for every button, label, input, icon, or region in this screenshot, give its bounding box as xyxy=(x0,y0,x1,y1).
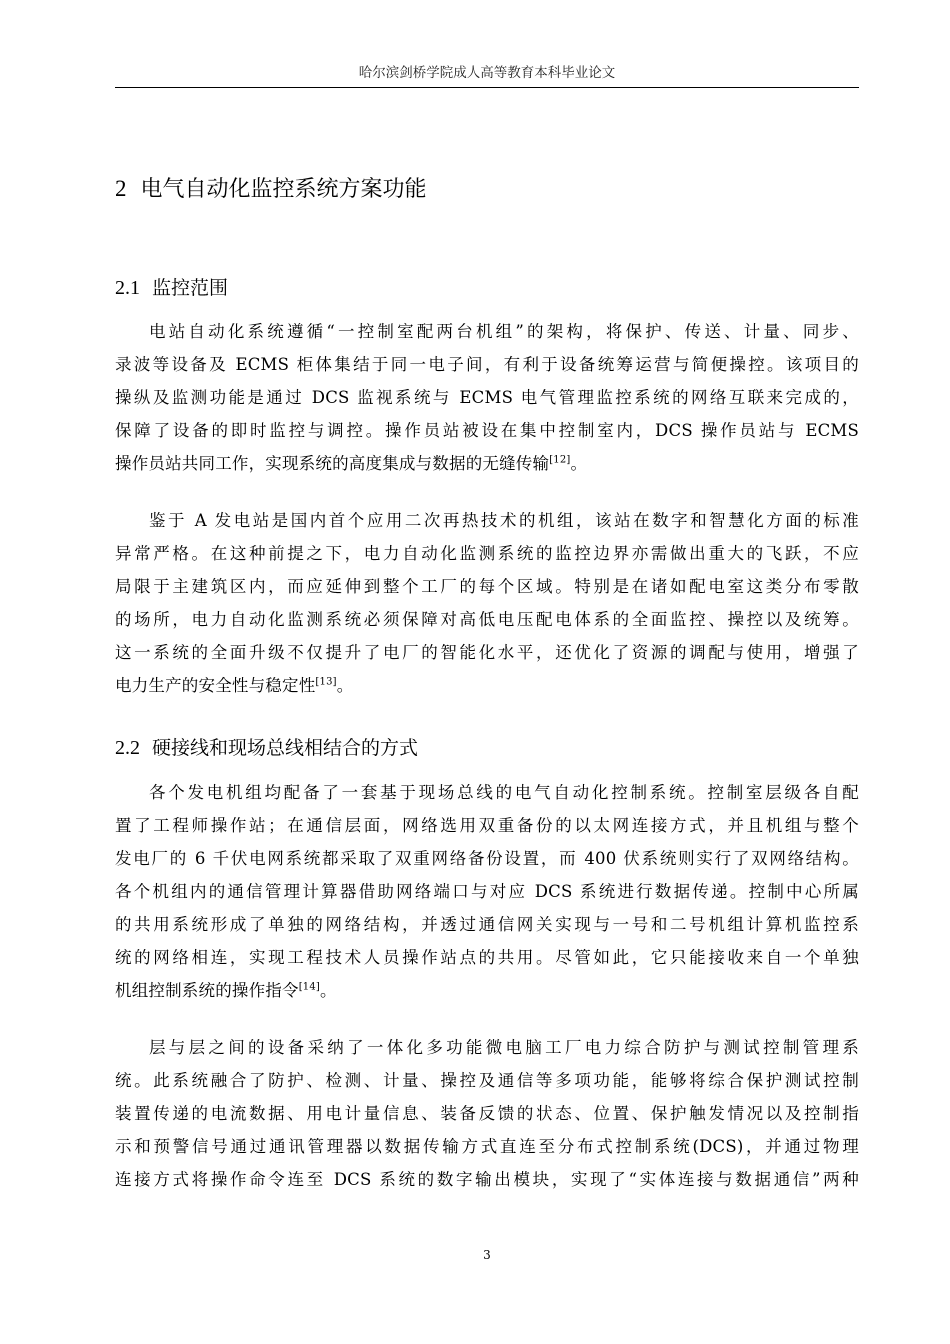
paragraph-line: 统。此系统融合了防护、检测、计量、操控及通信等多项功能，能够将综合保护测试控制 xyxy=(115,1071,859,1090)
sentence-end: 。 xyxy=(336,676,354,695)
paragraph-line: 的共用系统形成了单独的网络结构，并透过通信网关实现与一号和二号机组计算机监控系 xyxy=(115,915,859,934)
chapter-title-text: 电气自动化监控系统方案功能 xyxy=(140,177,427,202)
paragraph-line: 异常严格。在这种前提之下，电力自动化监测系统的监控边界亦需做出重大的飞跃，不应 xyxy=(115,544,859,563)
paragraph xyxy=(115,776,859,1007)
citation: [12] xyxy=(549,454,571,466)
paragraph-line-text: 机组控制系统的操作指令 xyxy=(115,981,299,1000)
paragraph-line-last xyxy=(115,974,859,1007)
paragraph-line: 各个机组内的通信管理计算器借助网络端口与对应 DCS 系统进行数据传递。控制中心所属 xyxy=(115,882,859,901)
paragraph-line: 保障了设备的即时监控与调控。操作员站被设在集中控制室内，DCS 操作员站与 ECMS xyxy=(115,421,859,440)
citation: [13] xyxy=(315,676,337,688)
header-rule xyxy=(115,87,859,88)
paragraph-line-text: 操作员站共同工作，实现系统的高度集成与数据的无缝传输 xyxy=(115,454,550,473)
paragraph-line: 局限于主建筑区内，而应延伸到整个工厂的每个区域。特别是在诸如配电室这类分布零散 xyxy=(115,577,859,596)
paragraph-line: 装置传递的电流数据、用电计量信息、装备反馈的状态、位置、保护触发情况以及控制指 xyxy=(115,1104,859,1123)
paragraph xyxy=(115,1031,859,1196)
paragraph-line: 层与层之间的设备采纳了一体化多功能微电脑工厂电力综合防护与测试控制管理系 xyxy=(149,1038,859,1057)
section-title-text: 硬接线和现场总线相结合的方式 xyxy=(152,737,419,759)
paragraph xyxy=(115,315,859,480)
citation: [14] xyxy=(298,981,321,993)
sentence-end: 。 xyxy=(570,454,588,473)
paragraph-line: 连接方式将操作命令连至 DCS 系统的数字输出模块，实现了“实体连接与数据通信”两种 xyxy=(115,1170,859,1189)
paragraph-line: 电站自动化系统遵循“一控制室配两台机组”的架构，将保护、传送、计量、同步、 xyxy=(149,322,859,341)
paragraph-line-text: 电力生产的安全性与稳定性 xyxy=(115,676,316,695)
paragraph-line: 操纵及监测功能是通过 DCS 监视系统与 ECMS 电气管理监控系统的网络互联来完成的， xyxy=(115,388,859,407)
running-header: 哈尔滨剑桥学院成人高等教育本科毕业论文 xyxy=(358,65,616,81)
paragraph-line: 置了工程师操作站；在通信层面，网络选用双重备份的以太网连接方式，并且机组与整个 xyxy=(115,816,859,835)
paragraph-line: 这一系统的全面升级不仅提升了电厂的智能化水平，还优化了资源的调配与使用，增强了 xyxy=(115,643,859,662)
paragraph xyxy=(115,504,859,702)
chapter-number: 2 xyxy=(115,176,127,201)
paragraph-line: 鉴于 A 发电站是国内首个应用二次再热技术的机组，该站在数字和智慧化方面的标准 xyxy=(149,511,859,530)
section-number: 2.1 xyxy=(115,277,140,299)
paragraph-line: 录波等设备及 ECMS 柜体集结于同一电子间，有利于设备统筹运营与简便操控。该项目的 xyxy=(115,355,859,374)
section-title-2-1 xyxy=(115,273,228,303)
paragraph-line: 各个发电机组均配备了一套基于现场总线的电气自动化控制系统。控制室层级各自配 xyxy=(149,783,859,802)
page-number: 3 xyxy=(483,1248,491,1262)
paragraph-line-last xyxy=(115,669,859,702)
section-title-text: 监控范围 xyxy=(152,277,229,299)
paragraph-line: 统的网络相连，实现工程技术人员操作站点的共用。尽管如此，它只能接收来自一个单独 xyxy=(115,948,859,967)
chapter-title xyxy=(115,172,427,207)
sentence-end: 。 xyxy=(320,981,337,1000)
paragraph-line: 的场所，电力自动化监测系统必须保障对高低电压配电体系的全面监控、操控以及统筹。 xyxy=(115,610,859,629)
paragraph-line-last xyxy=(115,447,859,480)
paragraph-line: 示和预警信号通过通讯管理器以数据传输方式直连至分布式控制系统(DCS)，并通过物理 xyxy=(115,1137,859,1156)
section-number: 2.2 xyxy=(115,737,140,759)
section-title-2-2 xyxy=(115,733,418,763)
paragraph-line: 发电厂的 6 千伏电网系统都采取了双重网络备份设置，而 400 伏系统则实行了双网络结构。 xyxy=(115,849,859,868)
